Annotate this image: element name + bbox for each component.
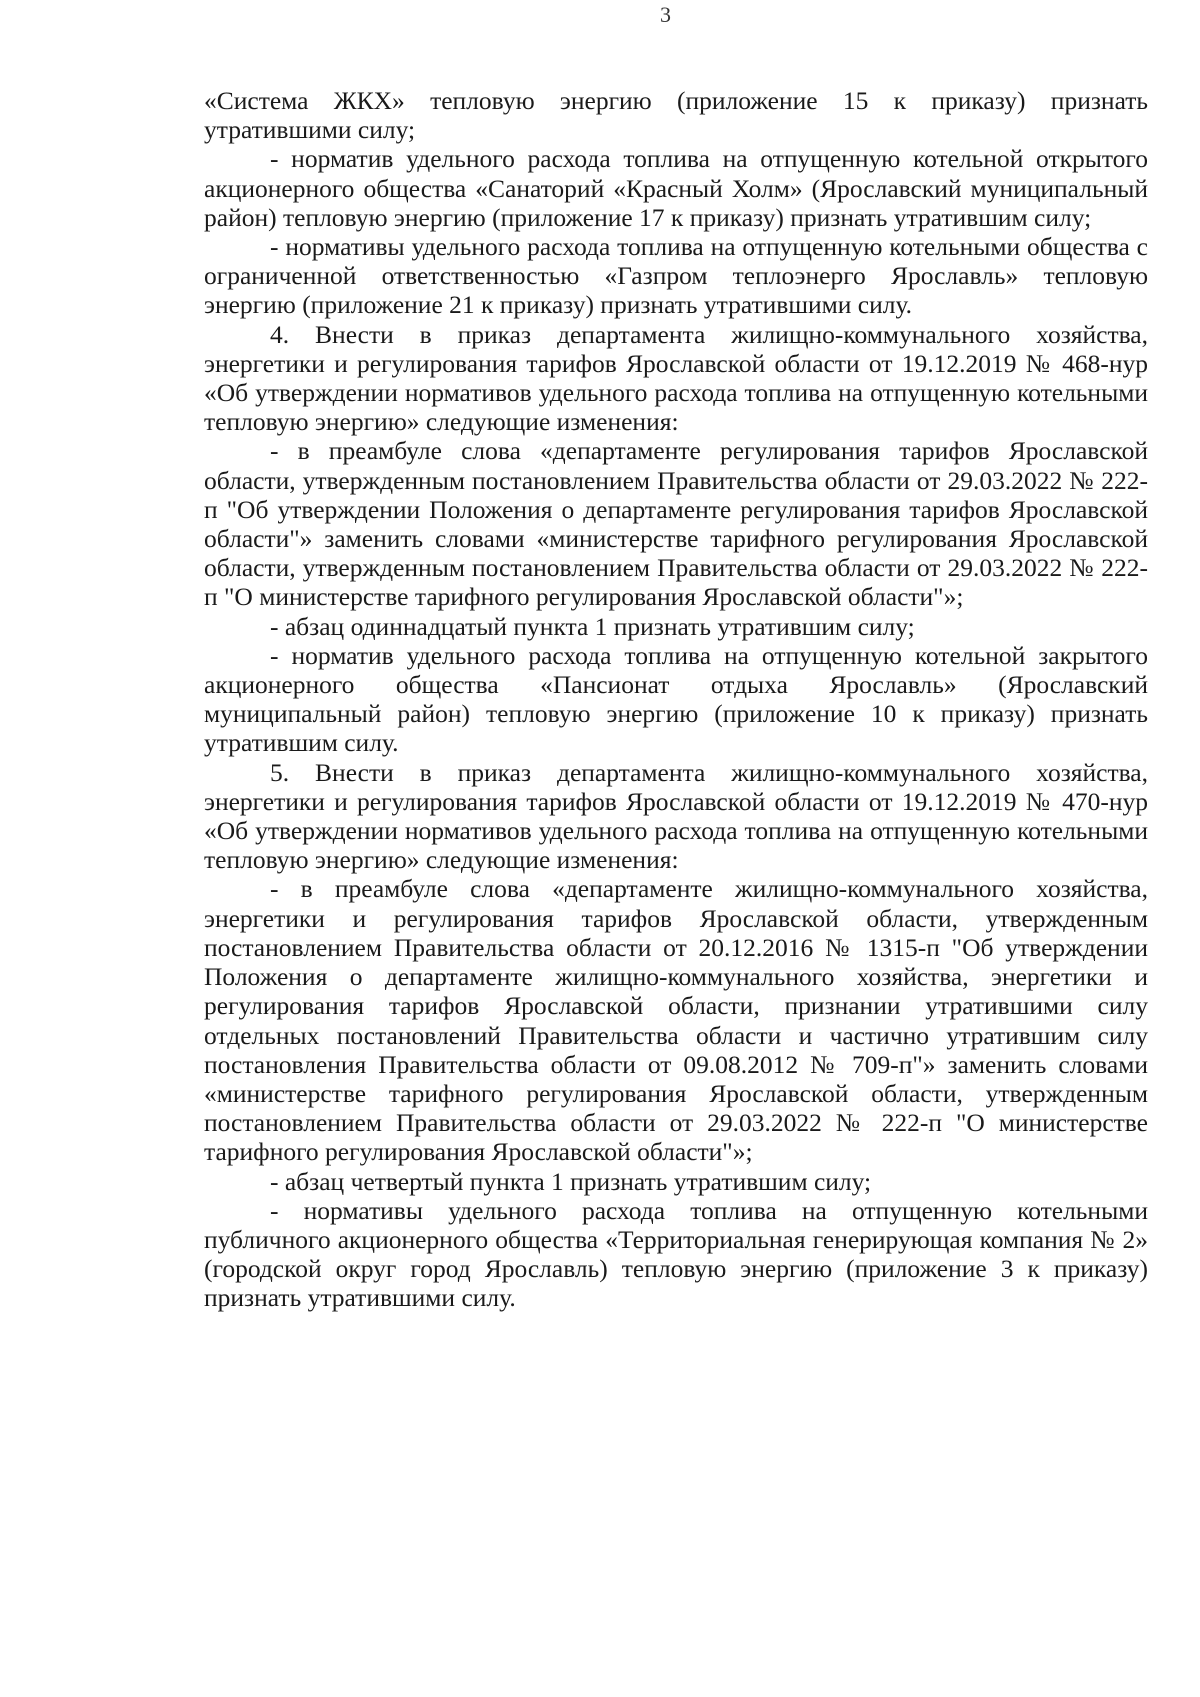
paragraph: - норматив удельного расхода топлива на отпущенную котельной закрытого акционерного общества «Пансионат отдыха Ярославль» (Ярославский муниципальный район) тепловую энергию (приложение 10 к приказу) признать утратившим силу.: [204, 640, 1148, 758]
paragraph: 4. Внести в приказ департамента жилищно-коммунального хозяйства, энергетики и регулирования тарифов Ярославской области от 19.12.2019 № 468-нур «Об утверждении нормативов удельного расхода топлива на отпущенную котельными тепловую энергию» следующие изменения:: [204, 319, 1148, 437]
paragraph: - в преамбуле слова «департаменте жилищно-коммунального хозяйства, энергетики и регулирования тарифов Ярославской области, утвержденным постановлением Правительства области от 20.12.2016 № 1315-п "Об утверждении Положения о департаменте жилищно-коммунального хозяйства, энергетики и регулирования тарифов Ярославской области, признании утратившими силу отдельных постановлений Правительства области и частично утратившим силу постановления Правительства области от 09.08.2012 № 709-п"» заменить словами «министерстве тарифного регулирования Ярославской области, утвержденным постановлением Правительства области от 29.03.2022 № 222-п "О министерстве тарифного регулирования Ярославской области"»;: [204, 874, 1148, 1167]
document-body: [204, 86, 1148, 1313]
page-number: 3: [660, 2, 671, 27]
paragraph: - в преамбуле слова «департаменте регулирования тарифов Ярославской области, утвержденным постановлением Правительства области от 29.03.2022 № 222-п "Об утверждении Положения о департаменте регулирования тарифов Ярославской области"» заменить словами «министерстве тарифного регулирования Ярославской области, утвержденным постановлением Правительства области от 29.03.2022 № 222-п "О министерстве тарифного регулирования Ярославской области"»;: [204, 436, 1148, 612]
paragraph: 5. Внести в приказ департамента жилищно-коммунального хозяйства, энергетики и регулирования тарифов Ярославской области от 19.12.2019 № 470-нур «Об утверждении нормативов удельного расхода топлива на отпущенную котельными тепловую энергию» следующие изменения:: [204, 757, 1148, 875]
paragraph: - нормативы удельного расхода топлива на отпущенную котельными общества с ограниченной ответственностью «Газпром теплоэнерго Ярославль» тепловую энергию (приложение 21 к приказу) признать утратившими силу.: [204, 232, 1148, 320]
paragraph: «Система ЖКХ» тепловую энергию (приложение 15 к приказу) признать утратившими силу;: [204, 86, 1148, 145]
paragraph: - абзац четвертый пункта 1 признать утратившим силу;: [270, 1166, 872, 1196]
paragraph: - нормативы удельного расхода топлива на отпущенную котельными публичного акционерного общества «Территориальная генерирующая компания № 2» (городской округ город Ярославль) тепловую энергию (приложение 3 к приказу) признать утратившими силу.: [204, 1195, 1148, 1313]
paragraph: - норматив удельного расхода топлива на отпущенную котельной открытого акционерного общества «Санаторий «Красный Холм» (Ярославский муниципальный район) тепловую энергию (приложение 17 к приказу) признать утратившим силу;: [204, 144, 1148, 232]
paragraph: - абзац одиннадцатый пункта 1 признать утратившим силу;: [270, 611, 915, 641]
